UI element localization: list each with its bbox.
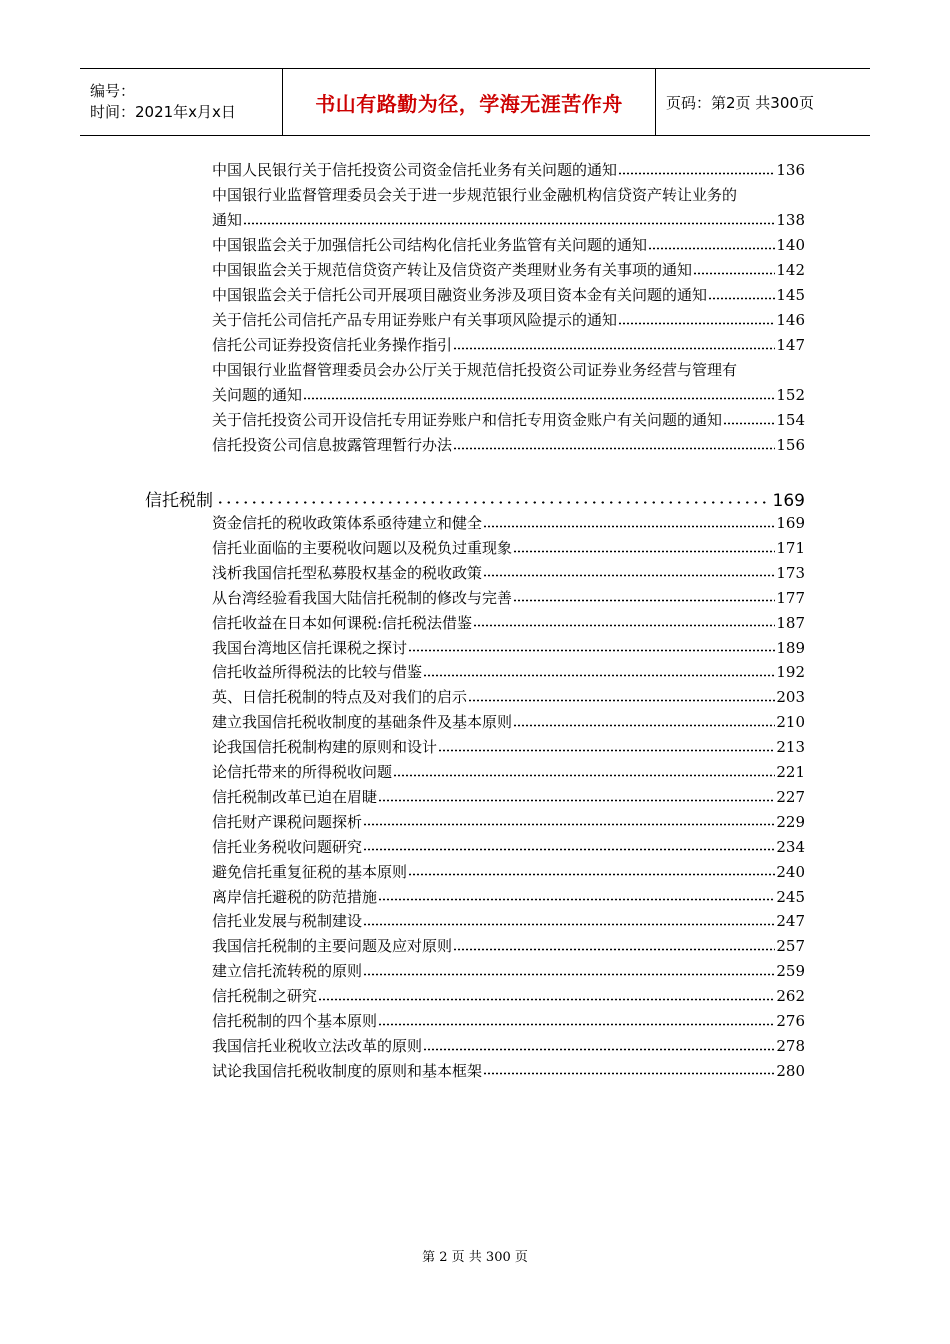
- toc-entry-page: 276: [776, 1012, 805, 1030]
- toc-entry[interactable]: [212, 685, 805, 710]
- toc-entry[interactable]: [212, 433, 805, 458]
- toc-entry-page: 142: [776, 261, 805, 279]
- leader-dots: [708, 289, 775, 303]
- toc-entry-page: 156: [776, 436, 805, 454]
- toc-line: [212, 1034, 805, 1059]
- toc-entry-page: 173: [776, 563, 805, 582]
- toc-line: [212, 685, 805, 710]
- toc-entry-page: 169: [776, 514, 805, 532]
- toc-entry-page: 262: [776, 987, 805, 1006]
- toc-entry-page: 187: [776, 613, 805, 632]
- toc-entry[interactable]: [212, 511, 805, 536]
- toc-entry[interactable]: [212, 561, 805, 586]
- toc-entry-title: 资金信托的税收政策体系亟待建立和健全: [212, 514, 483, 532]
- toc-entry-title: 我国信托税制的主要问题及应对原则: [212, 937, 453, 956]
- leader-dots: [723, 414, 775, 428]
- toc-line: [212, 586, 805, 611]
- toc-entry[interactable]: [212, 1034, 805, 1059]
- leader-dots: [473, 617, 775, 631]
- toc-entry[interactable]: [212, 358, 805, 408]
- header-page-cell: [656, 69, 870, 135]
- leader-dots: [423, 1040, 775, 1054]
- leader-dots: [513, 542, 775, 556]
- leader-dots: [363, 915, 775, 929]
- toc-entry-title: 信托税制之研究: [212, 987, 318, 1006]
- toc-entry-page: 145: [776, 286, 805, 304]
- toc-entry-page: 229: [776, 812, 805, 831]
- toc-entry-page: 257: [776, 937, 805, 956]
- leader-dots: [453, 439, 775, 453]
- toc-line: [212, 258, 805, 283]
- motto: 书山有路勤为径，学海无涯苦作舟: [315, 91, 623, 116]
- toc-line: [212, 561, 805, 586]
- page-number-label: 页码：第2页 共300页: [666, 93, 814, 112]
- toc-entry[interactable]: [212, 333, 805, 358]
- toc-entry[interactable]: [212, 810, 805, 835]
- toc-section-heading[interactable]: [145, 486, 805, 512]
- toc-entry-title: 信托税制改革已迫在眉睫: [212, 787, 378, 806]
- leader-dots: [648, 239, 775, 253]
- page-footer: 第 2 页 共 300 页: [422, 1250, 528, 1265]
- toc-entry[interactable]: [212, 636, 805, 661]
- toc-entry-title: 中国银行业监督管理委员会关于进一步规范银行业金融机构信贷资产转让业务的: [212, 186, 738, 204]
- toc-entry-page: 247: [776, 912, 805, 931]
- toc-entry-title: 建立信托流转税的原则: [212, 962, 363, 981]
- toc-line: [212, 984, 805, 1009]
- leader-dots: [453, 940, 775, 954]
- leader-dots: [513, 592, 775, 606]
- leader-dots: [363, 965, 775, 979]
- toc-entry-title: 通知: [212, 211, 243, 229]
- toc-line: [212, 860, 805, 885]
- toc-entry-page: 240: [776, 862, 805, 881]
- leader-dots: [378, 791, 775, 805]
- toc-line: [212, 660, 805, 685]
- toc-line: [212, 408, 805, 433]
- toc-line: [212, 934, 805, 959]
- toc-entry[interactable]: [212, 660, 805, 685]
- date-label: 时间：2021年x月x日: [90, 103, 236, 121]
- toc-line: [212, 308, 805, 333]
- leader-dots: [408, 866, 775, 880]
- toc-entry-title: 论我国信托税制构建的原则和设计: [212, 738, 438, 757]
- toc-entry-title: 从台湾经验看我国大陆信托税制的修改与完善: [212, 588, 513, 607]
- toc-entry[interactable]: [212, 308, 805, 333]
- toc-line: [212, 333, 805, 358]
- toc-entry-page: 213: [776, 738, 805, 757]
- toc-entry-page: 227: [776, 787, 805, 806]
- toc-entry[interactable]: [212, 258, 805, 283]
- toc-entry-title: 关于信托公司信托产品专用证券账户有关事项风险提示的通知: [212, 311, 618, 329]
- toc-line: [212, 283, 805, 308]
- toc-line: [212, 1059, 805, 1084]
- toc-entry[interactable]: [212, 785, 805, 810]
- toc-entry-title: 我国台湾地区信托课税之探讨: [212, 638, 408, 657]
- leader-dots: [513, 716, 775, 730]
- toc-line: [212, 383, 805, 408]
- toc-line: [212, 810, 805, 835]
- toc-entry-page: 146: [776, 311, 805, 329]
- toc-line: [212, 885, 805, 910]
- toc-entry-title: 信托业发展与税制建设: [212, 912, 363, 931]
- leader-dots: [378, 1015, 775, 1029]
- toc-entry[interactable]: [212, 1009, 805, 1034]
- leader-dots: [408, 642, 775, 656]
- leader-dots: [618, 314, 775, 328]
- toc-entry-title: 离岸信托避税的防范措施: [212, 887, 378, 906]
- toc-entry[interactable]: [212, 934, 805, 959]
- toc-line: [212, 511, 805, 536]
- toc-entry[interactable]: [212, 233, 805, 258]
- toc-entry-page: 278: [776, 1036, 805, 1055]
- toc-entry-title: 论信托带来的所得税收问题: [212, 763, 393, 781]
- leader-dots: [423, 666, 775, 680]
- leader-dots: [483, 1065, 775, 1079]
- toc-entry[interactable]: [212, 158, 805, 183]
- toc-entry-page: 189: [776, 638, 805, 657]
- toc-entry-title: 英、日信托税制的特点及对我们的启示: [212, 688, 468, 707]
- toc-entry-title: 建立我国信托税收制度的基础条件及基本原则: [212, 713, 513, 732]
- toc-entry-page: 171: [776, 538, 805, 557]
- toc-line: [212, 735, 805, 760]
- toc-entry[interactable]: [212, 760, 805, 785]
- page-header: [80, 68, 870, 136]
- leader-dots: [393, 766, 775, 780]
- leader-dots: [363, 816, 775, 830]
- section-page: 169: [772, 491, 805, 511]
- toc-line: [212, 959, 805, 984]
- toc-entry-title: 我国信托业税收立法改革的原则: [212, 1036, 423, 1055]
- toc-line: [212, 636, 805, 661]
- toc-entry-page: 147: [776, 336, 805, 354]
- toc-entry[interactable]: [212, 183, 805, 233]
- leader-dots: [693, 264, 775, 278]
- toc-line: [212, 785, 805, 810]
- toc-entry[interactable]: [212, 536, 805, 561]
- toc-entry-title: 中国银监会关于信托公司开展项目融资业务涉及项目资本金有关问题的通知: [212, 286, 708, 304]
- toc-entry[interactable]: [212, 1059, 805, 1084]
- toc-entry-page: 280: [776, 1061, 805, 1080]
- leader-dots: [303, 389, 775, 403]
- toc-entry-page: 154: [776, 411, 805, 429]
- toc-entry-title: 中国人民银行关于信托投资公司资金信托业务有关问题的通知: [212, 161, 618, 179]
- toc-entry[interactable]: [212, 984, 805, 1009]
- toc-entry-title: 关问题的通知: [212, 386, 303, 404]
- toc-entry-page: 152: [776, 386, 805, 404]
- toc-entry-page: 234: [776, 837, 805, 856]
- toc-line: [212, 208, 805, 233]
- toc-entry-title: 信托税制的四个基本原则: [212, 1012, 378, 1030]
- toc-line: [212, 1009, 805, 1034]
- toc-entry-title: 试论我国信托税收制度的原则和基本框架: [212, 1061, 483, 1080]
- leader-dots: [243, 214, 775, 228]
- toc-entry-page: 245: [776, 887, 805, 906]
- toc-entry[interactable]: [212, 586, 805, 611]
- toc-line: [212, 835, 805, 860]
- toc-entry-title: 信托收益所得税法的比较与借鉴: [212, 663, 423, 682]
- toc-entry-page: 192: [776, 663, 805, 682]
- toc-entry-page: 259: [776, 962, 805, 981]
- toc-entry[interactable]: [212, 710, 805, 735]
- toc-entry-title: 信托业务税收问题研究: [212, 837, 363, 856]
- leader-dots: [483, 517, 775, 531]
- toc-entry[interactable]: [212, 283, 805, 308]
- leader-dots: [438, 741, 775, 755]
- leader-dots: [216, 493, 770, 507]
- toc-line: [212, 710, 805, 735]
- toc-entry[interactable]: [212, 959, 805, 984]
- toc-entry[interactable]: [212, 860, 805, 885]
- toc-entry-title: 浅析我国信托型私募股权基金的税收政策: [212, 563, 483, 582]
- serial-number-label: 编号：: [90, 82, 136, 100]
- leader-dots: [318, 990, 775, 1004]
- leader-dots: [378, 891, 775, 905]
- toc-entry-title: 信托投资公司信息披露管理暂行办法: [212, 436, 453, 454]
- toc-entry-title: 信托业面临的主要税收问题以及税负过重现象: [212, 538, 513, 557]
- toc-entry[interactable]: [212, 735, 805, 760]
- toc-entry-title: 避免信托重复征税的基本原则: [212, 862, 408, 881]
- leader-dots: [618, 164, 775, 178]
- toc-entry-page: 177: [776, 588, 805, 607]
- toc-line: [212, 158, 805, 183]
- toc-entry-page: 203: [776, 688, 805, 707]
- toc-entry-title: 信托收益在日本如何课税:信托税法借鉴: [212, 613, 473, 632]
- toc-entry-page: 136: [776, 161, 805, 179]
- toc-line: [212, 760, 805, 785]
- toc-entry-page: 140: [776, 236, 805, 254]
- leader-dots: [363, 841, 775, 855]
- leader-dots: [468, 691, 775, 705]
- toc-entry-page: 210: [776, 713, 805, 732]
- leader-dots: [453, 339, 775, 353]
- toc-line: [212, 909, 805, 934]
- toc-line: [212, 536, 805, 561]
- toc-entry-page: 221: [776, 763, 805, 781]
- toc-line: [212, 433, 805, 458]
- toc-line: [212, 183, 805, 208]
- toc-entry[interactable]: [212, 835, 805, 860]
- toc-line: [212, 611, 805, 636]
- toc-entry[interactable]: [212, 408, 805, 433]
- toc-entry-title: 信托公司证券投资信托业务操作指引: [212, 336, 453, 354]
- toc-entry-page: 138: [776, 211, 805, 229]
- section-title: 信托税制: [145, 491, 213, 511]
- header-meta: [80, 69, 282, 135]
- toc-entry-title: 中国银行业监督管理委员会办公厅关于规范信托投资公司证券业务经营与管理有: [212, 361, 738, 379]
- toc-entry-title: 中国银监会关于加强信托公司结构化信托业务监管有关问题的通知: [212, 236, 648, 254]
- toc-line: [212, 358, 805, 383]
- toc-entry[interactable]: [212, 611, 805, 636]
- toc-entry[interactable]: [212, 909, 805, 934]
- toc-entry-title: 关于信托投资公司开设信托专用证券账户和信托专用资金账户有关问题的通知: [212, 411, 723, 429]
- header-motto-cell: [282, 69, 656, 135]
- toc-entry-title: 中国银监会关于规范信贷资产转让及信贷资产类理财业务有关事项的通知: [212, 261, 693, 279]
- toc-line: [212, 233, 805, 258]
- toc-entry[interactable]: [212, 885, 805, 910]
- toc-entry-title: 信托财产课税问题探析: [212, 812, 363, 831]
- leader-dots: [483, 567, 775, 581]
